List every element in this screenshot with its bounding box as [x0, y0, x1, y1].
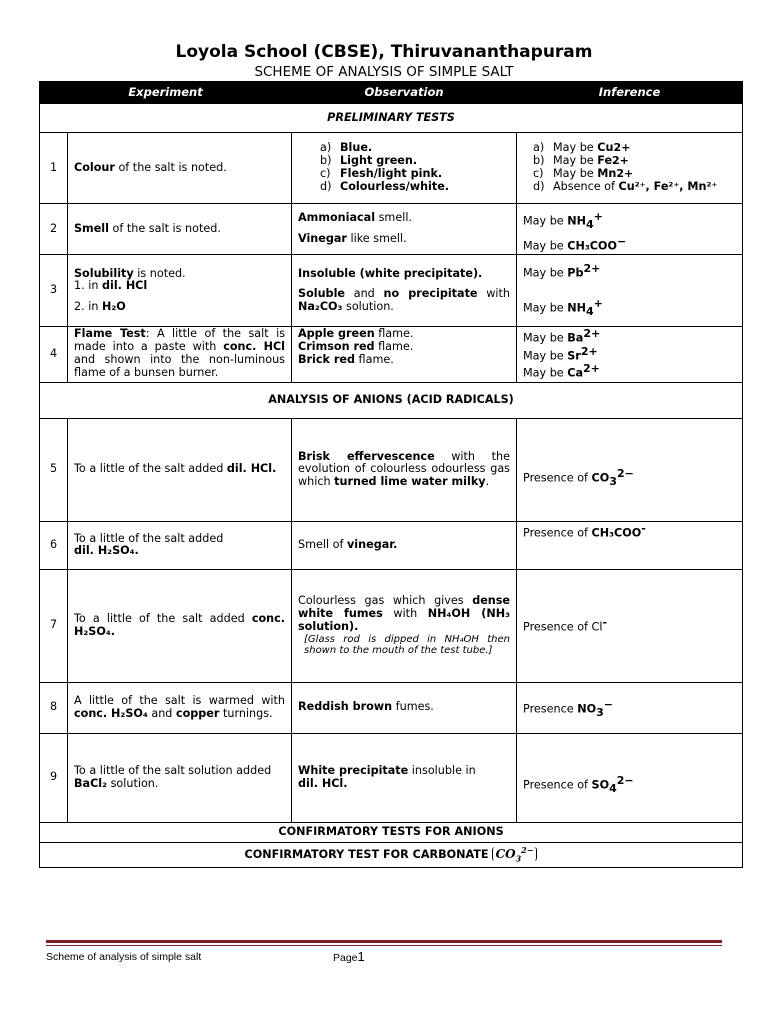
inference-text: Presence of	[523, 526, 592, 540]
inference-line	[523, 328, 736, 346]
experiment-cell	[68, 255, 292, 327]
section-carbonate	[40, 842, 743, 867]
inference-cell	[517, 569, 743, 682]
row-number: 6	[40, 521, 68, 569]
ion-charge: 2+	[613, 141, 631, 155]
table-row	[40, 133, 743, 204]
experiment-text: To a little of the salt added	[74, 531, 224, 545]
inference-text: Presence	[523, 702, 578, 716]
experiment-keyword: Colour	[74, 160, 115, 174]
observation-cell	[292, 569, 517, 682]
observation-keyword: no precipitate	[383, 287, 478, 301]
footer-rule-thin	[46, 945, 722, 946]
observation-cell	[292, 733, 517, 822]
ion-subscript: 4	[585, 305, 594, 319]
observation-text: Blue.	[340, 141, 373, 155]
row-number: 7	[40, 569, 68, 682]
experiment-keyword: dil. HCl	[102, 279, 148, 293]
experiment-keyword: conc. H₂SO₄.	[74, 612, 286, 638]
ion-formula: NH	[567, 214, 586, 228]
observation-cell	[292, 133, 517, 204]
table-row	[40, 733, 743, 822]
ion-formula: CH₃COO	[591, 526, 642, 540]
observation-keyword: Ammoniacal	[298, 211, 376, 225]
inference-text: Absence of	[553, 179, 615, 193]
row-number: 5	[40, 418, 68, 521]
observation-text: Colourless/white.	[340, 179, 450, 193]
ion-formula: Mn	[597, 167, 617, 180]
inference-line	[523, 468, 736, 489]
ion-charge: −	[603, 697, 613, 711]
inference-text: May be	[523, 301, 568, 315]
table-row	[40, 682, 743, 733]
observation-line	[298, 212, 510, 225]
experiment-keyword: dil. HCl.	[226, 462, 277, 476]
inference-cell	[517, 682, 743, 733]
table-row	[40, 204, 743, 255]
inference-text: Presence of	[523, 471, 592, 485]
ion-charge: 2−	[616, 466, 634, 480]
formula-charge: 2−	[521, 845, 534, 856]
inference-text: Presence of	[523, 778, 592, 792]
column-header-inference: Inference	[517, 82, 743, 104]
row-number: 2	[40, 204, 68, 255]
ion-charge: 2+	[583, 327, 601, 341]
observation-keyword: Soluble	[298, 287, 345, 301]
inference-line	[523, 363, 736, 381]
experiment-keyword: conc. H₂SO₄	[74, 706, 148, 720]
ion-formula: Ba	[567, 332, 584, 346]
list-marker: d)	[320, 179, 332, 193]
experiment-line	[74, 301, 285, 314]
experiment-text: turnings.	[219, 706, 273, 720]
observation-keyword: vinegar.	[347, 537, 398, 551]
inference-text: May be	[523, 214, 568, 228]
document-title: Loyola School (CBSE), Thiruvananthapuram	[175, 42, 593, 62]
experiment-cell	[68, 418, 292, 521]
table-row	[40, 327, 743, 383]
observation-list	[320, 142, 510, 193]
list-item	[533, 181, 736, 194]
observation-text: solution.	[342, 300, 394, 314]
experiment-cell	[68, 327, 292, 383]
row-number: 9	[40, 733, 68, 822]
ion-formula: NH	[567, 301, 586, 315]
section-anions: ANALYSIS OF ANIONS (ACID RADICALS)	[40, 382, 743, 418]
experiment-keyword: dil. H₂SO₄.	[74, 544, 139, 558]
observation-keyword: dense white fumes	[298, 594, 511, 620]
ion-formula: CH₃COO	[567, 239, 617, 253]
ion-formula: Sr	[567, 349, 581, 363]
list-item	[320, 168, 510, 181]
inference-cell	[517, 418, 743, 521]
list-marker: d)	[533, 179, 545, 193]
inference-line	[523, 699, 736, 720]
section-row	[40, 104, 743, 133]
ion-formula: NO	[577, 702, 597, 716]
list-marker: b)	[320, 154, 332, 168]
experiment-keyword: conc. HCl	[223, 340, 286, 354]
section-row	[40, 842, 743, 867]
observation-cell	[292, 418, 517, 521]
observation-text: with the evolution of colourless odourless gas which	[298, 449, 511, 489]
observation-keyword: dil. HCl.	[298, 776, 348, 790]
inference-cell	[517, 521, 743, 569]
experiment-keyword: copper	[175, 706, 220, 720]
observation-text: Light green.	[340, 154, 418, 168]
ion-subscript: 3	[609, 474, 617, 488]
experiment-text: A little of the salt is warmed with	[74, 694, 286, 708]
page-label: Page	[333, 952, 358, 964]
experiment-text: of the salt is noted.	[108, 221, 221, 235]
list-item	[533, 168, 736, 181]
inference-text: May be	[553, 141, 594, 155]
column-header-observation: Observation	[292, 82, 517, 104]
list-marker: a)	[320, 141, 332, 155]
ion-formula: Cu	[597, 141, 614, 155]
ion-formula: Cu²⁺, Fe²⁺, Mn²⁺	[618, 179, 718, 193]
ion-subscript: 4	[585, 217, 594, 231]
inference-text: May be	[553, 154, 594, 168]
table-header-row	[40, 82, 743, 104]
observation-text: insoluble in	[408, 764, 476, 778]
inference-cell	[517, 327, 743, 383]
experiment-cell	[68, 733, 292, 822]
inference-text: May be	[523, 266, 568, 280]
list-item	[320, 181, 510, 194]
experiment-text: 2. in	[74, 300, 102, 314]
table-row	[40, 418, 743, 521]
observation-text: flame.	[374, 327, 414, 341]
ion-charge: 2+	[580, 344, 598, 358]
ion-charge: +	[593, 297, 603, 311]
inference-text: May be	[523, 332, 568, 346]
experiment-text: To a little of the salt added	[74, 462, 227, 476]
experiment-keyword: H₂O	[102, 300, 126, 314]
experiment-text: 1. in	[74, 279, 102, 293]
observation-note: [Glass rod is dipped in NH₄OH then shown to the mouth of the test tube.]	[304, 633, 511, 657]
observation-line	[298, 288, 510, 314]
formula-text: CO	[495, 847, 516, 862]
inference-text: May be	[523, 239, 568, 253]
experiment-line	[74, 280, 285, 293]
ion-charge: -	[602, 616, 608, 630]
ion-formula: Pb	[567, 266, 584, 280]
experiment-text: : A little of the salt is made into a paste with	[74, 327, 286, 354]
observation-text: flame.	[354, 352, 394, 366]
observation-keyword: Insoluble (white precipitate).	[298, 266, 483, 280]
ion-charge: 2+	[616, 167, 634, 180]
observation-text: with	[382, 606, 428, 620]
inference-line	[523, 236, 736, 254]
observation-keyword: Brisk effervescence	[298, 449, 435, 463]
experiment-text: of the salt is noted.	[114, 160, 227, 174]
observation-text: with	[477, 287, 510, 301]
ion-charge: 2+	[583, 261, 601, 275]
observation-keyword: Brick red	[298, 352, 355, 366]
ion-charge: +	[593, 210, 603, 223]
observation-keyword: NH₄OH (NH₃ solution).	[298, 606, 511, 633]
inference-text: May be	[553, 167, 594, 180]
section-confirmatory: CONFIRMATORY TESTS FOR ANIONS	[40, 822, 743, 842]
observation-keyword: Apple green	[298, 327, 375, 341]
experiment-text: is noted.	[133, 266, 186, 280]
inference-line	[523, 263, 736, 281]
experiment-text: and	[147, 706, 176, 720]
inference-text: Presence of Cl	[523, 620, 603, 634]
ion-charge: 2+	[583, 362, 600, 376]
experiment-text: and shown into the non-luminous flame of a bunsen burner.	[74, 352, 286, 379]
observation-keyword: Crimson red	[298, 340, 375, 354]
experiment-cell	[68, 133, 292, 204]
page-number: 1	[357, 949, 365, 964]
inference-list	[533, 142, 736, 193]
ion-formula: Fe	[597, 154, 613, 168]
row-number: 3	[40, 255, 68, 327]
row-number: 4	[40, 327, 68, 383]
observation-text: smell.	[375, 211, 412, 225]
inference-cell	[517, 255, 743, 327]
inference-text: May be	[523, 367, 568, 381]
observation-cell	[292, 327, 517, 383]
ion-charge: -	[641, 521, 646, 535]
section-row	[40, 822, 743, 842]
experiment-keyword: Solubility	[74, 266, 134, 280]
inference-line	[523, 775, 736, 796]
inference-line	[523, 298, 736, 319]
inference-text: May be	[523, 349, 568, 363]
observation-keyword: Reddish brown	[298, 700, 393, 714]
footer-document-name: Scheme of analysis of simple salt	[46, 951, 202, 963]
observation-cell	[292, 204, 517, 255]
column-header-experiment: Experiment	[40, 82, 292, 104]
table-row	[40, 569, 743, 682]
observation-text: like smell.	[346, 232, 407, 246]
section-preliminary: PRELIMINARY TESTS	[40, 104, 743, 133]
list-marker: b)	[533, 154, 545, 168]
observation-cell	[292, 521, 517, 569]
inference-cell	[517, 204, 743, 255]
ion-charge: −	[616, 234, 627, 248]
formula-subscript: 3	[515, 853, 522, 864]
observation-cell	[292, 255, 517, 327]
observation-text: fumes.	[392, 700, 434, 714]
experiment-keyword: Flame Test	[74, 327, 146, 341]
carbonate-formula	[492, 845, 538, 864]
observation-text: Smell of	[298, 537, 348, 551]
experiment-keyword: Smell	[74, 221, 109, 235]
row-number: 8	[40, 682, 68, 733]
list-marker: a)	[533, 141, 545, 155]
list-marker: c)	[533, 167, 544, 180]
observation-keyword: Na₂CO₃	[298, 300, 343, 314]
inference-cell	[517, 133, 743, 204]
inference-line	[523, 211, 736, 232]
observation-keyword: turned lime water milky	[334, 475, 486, 489]
ion-charge: 2−	[616, 773, 634, 787]
ion-subscript: 4	[609, 781, 617, 795]
inference-line	[523, 346, 736, 364]
observation-text: Flesh/light pink.	[340, 167, 443, 180]
footer-page	[333, 949, 365, 964]
experiment-cell	[68, 682, 292, 733]
experiment-keyword: BaCl₂	[74, 776, 108, 790]
section-carbonate-label: CONFIRMATORY TEST FOR CARBONATE	[244, 848, 489, 862]
section-row	[40, 382, 743, 418]
experiment-cell	[68, 569, 292, 682]
analysis-table	[39, 81, 743, 868]
document-subtitle: SCHEME OF ANALYSIS OF SIMPLE SALT	[254, 64, 514, 80]
experiment-text: To a little of the salt solution added	[74, 764, 272, 778]
table-row	[40, 255, 743, 327]
list-marker: c)	[320, 167, 331, 180]
observation-line	[298, 354, 510, 367]
inference-cell	[517, 733, 743, 822]
observation-cell	[292, 682, 517, 733]
observation-text: Colourless gas which gives	[298, 594, 473, 608]
observation-keyword: Vinegar	[298, 232, 347, 246]
ion-formula: CO	[591, 471, 610, 485]
observation-line	[298, 233, 510, 246]
experiment-cell	[68, 204, 292, 255]
observation-line	[298, 268, 510, 281]
experiment-text: solution.	[107, 776, 159, 790]
ion-subscript: 3	[596, 705, 604, 719]
ion-charge: 2+	[612, 154, 629, 168]
experiment-text: To a little of the salt added	[74, 612, 252, 626]
observation-text: flame.	[374, 340, 414, 354]
ion-formula: SO	[591, 778, 610, 792]
observation-text: and	[345, 287, 384, 301]
observation-line	[298, 595, 510, 633]
ion-formula: Ca	[567, 367, 584, 381]
row-number: 1	[40, 133, 68, 204]
observation-text: .	[485, 475, 490, 489]
footer-rule-thick	[46, 940, 722, 943]
observation-keyword: White precipitate	[298, 764, 409, 778]
experiment-cell	[68, 521, 292, 569]
table-row	[40, 521, 743, 569]
